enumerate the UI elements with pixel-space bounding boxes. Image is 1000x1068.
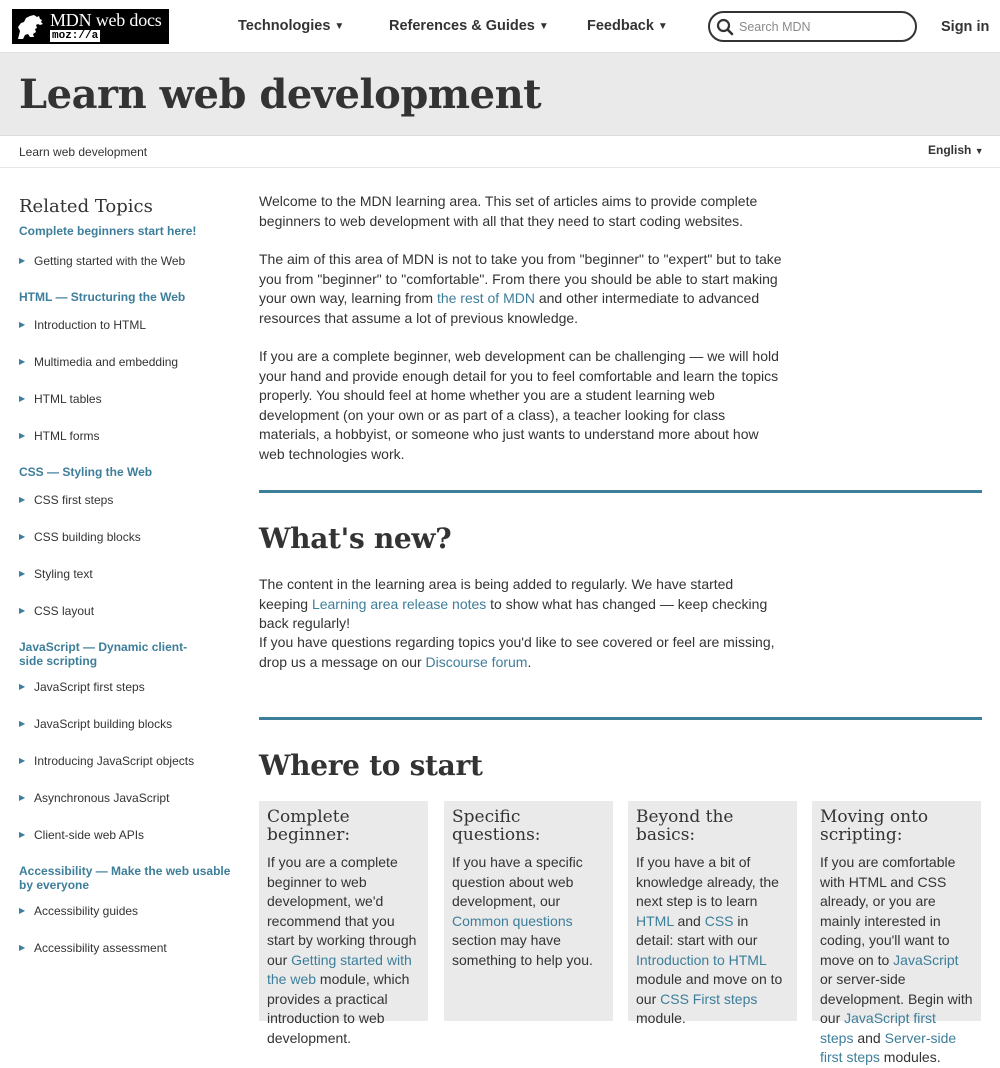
language-label: English xyxy=(928,143,972,157)
caret-down-icon: ▼ xyxy=(538,20,549,32)
triangle-right-icon: ▶ xyxy=(19,495,26,504)
card-text-part: section may have something to help you. xyxy=(452,932,593,968)
section-divider xyxy=(259,717,982,720)
aim-text-end: and other intermediate to advanced resources that assume a lot of previous knowledge. xyxy=(259,290,760,326)
card-complete-beginner xyxy=(259,801,428,1046)
nav-technologies-label: Technologies xyxy=(238,18,331,34)
caret-down-icon: ▼ xyxy=(334,20,345,32)
search-box xyxy=(708,11,917,42)
card-title: Moving onto scripting: xyxy=(820,807,929,845)
breadcrumb: Learn web development xyxy=(19,145,148,159)
card-text-part: modules. xyxy=(879,1049,941,1065)
logo-wordmark: MDN web docs xyxy=(50,10,162,30)
card-text-part: module. xyxy=(636,1010,686,1026)
nav-references-label: References & Guides xyxy=(389,18,535,34)
sidebar-item-label: HTML forms xyxy=(34,428,100,443)
sidebar-item-js-building-blocks[interactable] xyxy=(19,705,234,742)
sidebar-section-accessibility[interactable]: Accessibility — Make the web usable by everyone xyxy=(19,864,231,892)
sidebar-item-label: Accessibility guides xyxy=(34,903,139,918)
card-title: Specific questions: xyxy=(452,807,541,845)
sidebar-item-label: Getting started with the Web xyxy=(34,253,186,268)
section-divider xyxy=(259,490,982,493)
beginner-paragraph: If you are a complete beginner, web development can be challenging — we will hold your hand and provide enough detail for you to feel comfortable and learn the topics properly. You should feel at home whether you are a student learning web development (on your own or as part of a class), a teacher looking for class materials, a hobbyist, or someone who just wants to understand more about how web technologies work. xyxy=(259,348,779,462)
sidebar-section-beginners[interactable]: Complete beginners start here! xyxy=(19,224,197,238)
triangle-right-icon: ▶ xyxy=(19,943,26,952)
sidebar-item-label: Client-side web APIs xyxy=(34,827,145,842)
card-title: Complete beginner: xyxy=(267,807,351,845)
sidebar-item-css-layout[interactable] xyxy=(19,592,234,629)
questions-text: If you have questions regarding topics you'd like to see covered or feel are missing, drop us a message on our xyxy=(259,634,775,670)
triangle-right-icon: ▶ xyxy=(19,719,26,728)
mdn-logo[interactable] xyxy=(12,9,169,44)
sidebar-section-javascript[interactable]: JavaScript — Dynamic client-side scripting xyxy=(19,640,188,668)
sidebar-item-js-objects[interactable] xyxy=(19,742,234,779)
start-cards xyxy=(259,801,982,1065)
sidebar-item-a11y-guides[interactable] xyxy=(19,892,234,929)
sign-in-link[interactable]: Sign in xyxy=(941,19,990,35)
card-title: Beyond the basics: xyxy=(636,807,734,845)
whats-new-heading: What's new? xyxy=(259,522,452,555)
triangle-right-icon: ▶ xyxy=(19,756,26,765)
mozilla-wordmark: moz://a xyxy=(52,30,99,42)
triangle-right-icon: ▶ xyxy=(19,606,26,615)
card-text-part: If you are a complete beginner to web development, we'd recommend that you start by working through our xyxy=(267,854,417,968)
sidebar-section-html[interactable]: HTML — Structuring the Web xyxy=(19,290,186,304)
server-side-link[interactable]: Server-side first steps xyxy=(820,1029,957,1065)
card-text xyxy=(636,853,789,1029)
intro-html-link[interactable]: Introduction to HTML xyxy=(636,951,767,968)
css-link[interactable]: CSS xyxy=(704,912,734,929)
sidebar-item-label: HTML tables xyxy=(34,391,102,406)
css-first-steps-link[interactable]: CSS First steps xyxy=(660,990,758,1007)
sidebar-item-label: Accessibility assessment xyxy=(34,940,167,955)
sidebar-item-label: Multimedia and embedding xyxy=(34,354,179,369)
html-link[interactable]: HTML xyxy=(636,912,674,929)
card-specific-questions xyxy=(444,801,613,1021)
getting-started-link[interactable]: Getting started with the web xyxy=(267,951,412,987)
card-text-part: If you are comfortable with HTML and CSS already, or you are mainly interested in coding, you'll want to move on to xyxy=(820,854,956,968)
aim-paragraph xyxy=(259,250,783,328)
where-to-start-heading: Where to start xyxy=(259,749,483,782)
triangle-right-icon: ▶ xyxy=(19,569,26,578)
sidebar-item-styling-text[interactable] xyxy=(19,555,234,592)
card-text-part: in detail: start with our xyxy=(636,912,758,948)
card-text-part: If you have a specific question about web development, our xyxy=(452,854,583,909)
sidebar-item-label: CSS first steps xyxy=(34,492,114,507)
sidebar-section-css[interactable]: CSS — Styling the Web xyxy=(19,465,153,479)
sidebar-item-label: Asynchronous JavaScript xyxy=(34,790,170,805)
sidebar-item-web-apis[interactable] xyxy=(19,816,234,853)
sidebar-item-intro-html[interactable] xyxy=(19,306,234,343)
sidebar-title: Related Topics xyxy=(19,196,153,217)
sidebar-item-label: CSS building blocks xyxy=(34,529,141,544)
triangle-right-icon: ▶ xyxy=(19,682,26,691)
top-header xyxy=(0,0,1000,53)
sidebar-item-label: Introduction to HTML xyxy=(34,317,147,332)
intro-paragraph: Welcome to the MDN learning area. This set of articles aims to provide complete beginners to web development with all that they need to start coding websites. xyxy=(259,193,758,229)
nav-feedback-label: Feedback xyxy=(587,18,654,34)
sidebar-item-label: CSS layout xyxy=(34,603,95,618)
card-text-part: and xyxy=(673,912,705,929)
sidebar-item-html-tables[interactable] xyxy=(19,380,234,417)
questions-paragraph xyxy=(259,633,783,672)
title-band xyxy=(0,53,1000,136)
sidebar-item-html-forms[interactable] xyxy=(19,417,234,454)
release-notes-link[interactable]: Learning area release notes xyxy=(311,595,487,612)
dinosaur-icon xyxy=(12,9,48,44)
card-text xyxy=(267,853,420,1048)
triangle-right-icon: ▶ xyxy=(19,256,26,265)
card-text-part: or server-side development. Begin with our xyxy=(820,971,973,1026)
triangle-right-icon: ▶ xyxy=(19,394,26,403)
sidebar-item-js-first-steps[interactable] xyxy=(19,668,234,705)
sidebar-item-a11y-assessment[interactable] xyxy=(19,929,234,966)
card-text xyxy=(820,853,973,1068)
card-text-part: module, which provides a practical introduction to web development. xyxy=(267,971,410,1046)
card-text xyxy=(452,853,605,970)
sidebar xyxy=(19,196,234,966)
questions-text-end: . xyxy=(527,653,532,670)
sidebar-item-multimedia[interactable] xyxy=(19,343,234,380)
triangle-right-icon: ▶ xyxy=(19,532,26,541)
triangle-right-icon: ▶ xyxy=(19,830,26,839)
page-title: Learn web development xyxy=(19,71,542,118)
triangle-right-icon: ▶ xyxy=(19,357,26,366)
card-scripting xyxy=(812,801,981,1065)
rest-of-mdn-link[interactable]: the rest of MDN xyxy=(436,290,535,306)
whats-new-text: The content in the learning area is being added to regularly. We have started keeping xyxy=(259,576,734,612)
triangle-right-icon: ▶ xyxy=(19,793,26,802)
aim-text: The aim of this area of MDN is not to take you from "beginner" to "expert" but to take you from "beginner" to "comfortable". From there you should be able to start making your own way, learning from xyxy=(259,251,782,306)
js-first-steps-link[interactable]: JavaScript first steps xyxy=(820,1010,936,1046)
sidebar-item-getting-started[interactable] xyxy=(19,242,234,279)
triangle-right-icon: ▶ xyxy=(19,906,26,915)
triangle-right-icon: ▶ xyxy=(19,320,26,329)
sidebar-item-label: JavaScript first steps xyxy=(34,679,145,694)
sidebar-item-async-js[interactable] xyxy=(19,779,234,816)
sidebar-item-label: Styling text xyxy=(34,566,93,581)
language-selector[interactable] xyxy=(928,143,984,157)
card-text-part: and xyxy=(853,1029,885,1046)
whats-new-paragraph xyxy=(259,575,783,634)
common-questions-link[interactable]: Common questions xyxy=(452,912,573,929)
whats-new-text-end: to show what has changed — keep checking back regularly! xyxy=(259,595,768,631)
sidebar-item-css-first-steps[interactable] xyxy=(19,481,234,518)
card-beyond-basics xyxy=(628,801,797,1026)
triangle-right-icon: ▶ xyxy=(19,431,26,440)
search-input[interactable] xyxy=(739,20,899,34)
sidebar-item-label: Introducing JavaScript objects xyxy=(34,753,195,768)
javascript-link[interactable]: JavaScript xyxy=(893,951,959,968)
nav-references-guides[interactable] xyxy=(389,18,549,34)
card-text-part: If you have a bit of knowledge already, the next step is to learn xyxy=(636,854,779,909)
nav-feedback[interactable] xyxy=(587,18,668,34)
search-icon[interactable] xyxy=(716,18,734,36)
caret-down-icon: ▼ xyxy=(657,20,668,32)
caret-down-icon: ▼ xyxy=(974,146,984,156)
sidebar-item-css-building-blocks[interactable] xyxy=(19,518,234,555)
sidebar-item-label: JavaScript building blocks xyxy=(34,716,173,731)
card-text-part: module and move on to our xyxy=(636,971,783,1007)
breadcrumb-bar xyxy=(0,136,1000,168)
nav-technologies[interactable] xyxy=(238,18,344,34)
discourse-forum-link[interactable]: Discourse forum xyxy=(425,653,528,670)
